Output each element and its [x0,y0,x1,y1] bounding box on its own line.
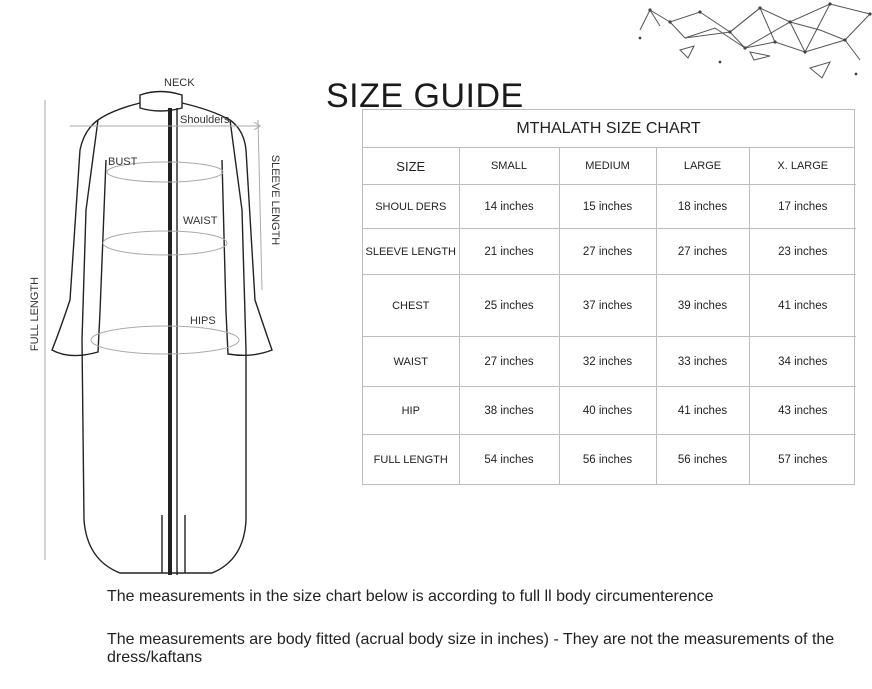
table-row [363,387,856,435]
row-label: SHOUL DERS [363,185,459,229]
column-header: SIZE [363,148,459,185]
table-cell: 34 inches [749,337,856,387]
table-cell: 27 inches [656,229,749,275]
table-cell: 43 inches [749,387,856,435]
size-chart [362,109,855,485]
table-cell: 38 inches [459,387,559,435]
table-cell: 56 inches [656,435,749,485]
table-cell: 15 inches [559,185,656,229]
table-cell: 23 inches [749,229,856,275]
table-header-row [363,148,856,185]
label-full-length: FULL LENGTH [29,276,41,352]
label-neck: NECK [164,77,195,89]
table-cell: 33 inches [656,337,749,387]
table-row [363,185,856,229]
note-body-fitted: The measurements are body fitted (acrual body size in inches) - They are not the measurements of the dress/kaftans [107,631,835,666]
table-row [363,435,856,485]
table-cell: 14 inches [459,185,559,229]
row-label: HIP [363,387,459,435]
column-header: X. LARGE [749,148,856,185]
row-label: CHEST [363,275,459,337]
size-table [363,148,856,485]
label-shoulders: Shoulders [180,114,230,126]
column-header: MEDIUM [559,148,656,185]
table-cell: 37 inches [559,275,656,337]
table-cell: 32 inches [559,337,656,387]
table-cell: 54 inches [459,435,559,485]
table-cell: 17 inches [749,185,856,229]
table-cell: 25 inches [459,275,559,337]
label-bust: BUST [108,156,138,168]
table-row [363,337,856,387]
column-header: SMALL [459,148,559,185]
row-label: WAIST [363,337,459,387]
table-cell: 21 inches [459,229,559,275]
table-cell: 27 inches [559,229,656,275]
size-chart-title: MTHALATH SIZE CHART [363,110,854,148]
label-waist: WAIST [183,215,218,227]
table-cell: 18 inches [656,185,749,229]
row-label: FULL LENGTH [363,435,459,485]
label-sleeve-length: SLEEVE LENGTH [269,154,281,246]
geometric-decoration [630,0,872,85]
kaftan-illustration [0,60,300,580]
table-cell: 41 inches [656,387,749,435]
table-row [363,275,856,337]
table-row [363,229,856,275]
table-cell: 39 inches [656,275,749,337]
note-circumference: The measurements in the size chart below is according to full ll body circumenterence [107,588,714,605]
table-cell: 27 inches [459,337,559,387]
table-cell: 41 inches [749,275,856,337]
page-title: SIZE GUIDE [326,76,524,115]
table-cell: 57 inches [778,453,828,466]
row-label: SLEEVE LENGTH [363,229,459,275]
table-cell: 40 inches [559,387,656,435]
table-cell: 56 inches [559,435,656,485]
label-hips: HIPS [190,315,216,327]
column-header: LARGE [656,148,749,185]
